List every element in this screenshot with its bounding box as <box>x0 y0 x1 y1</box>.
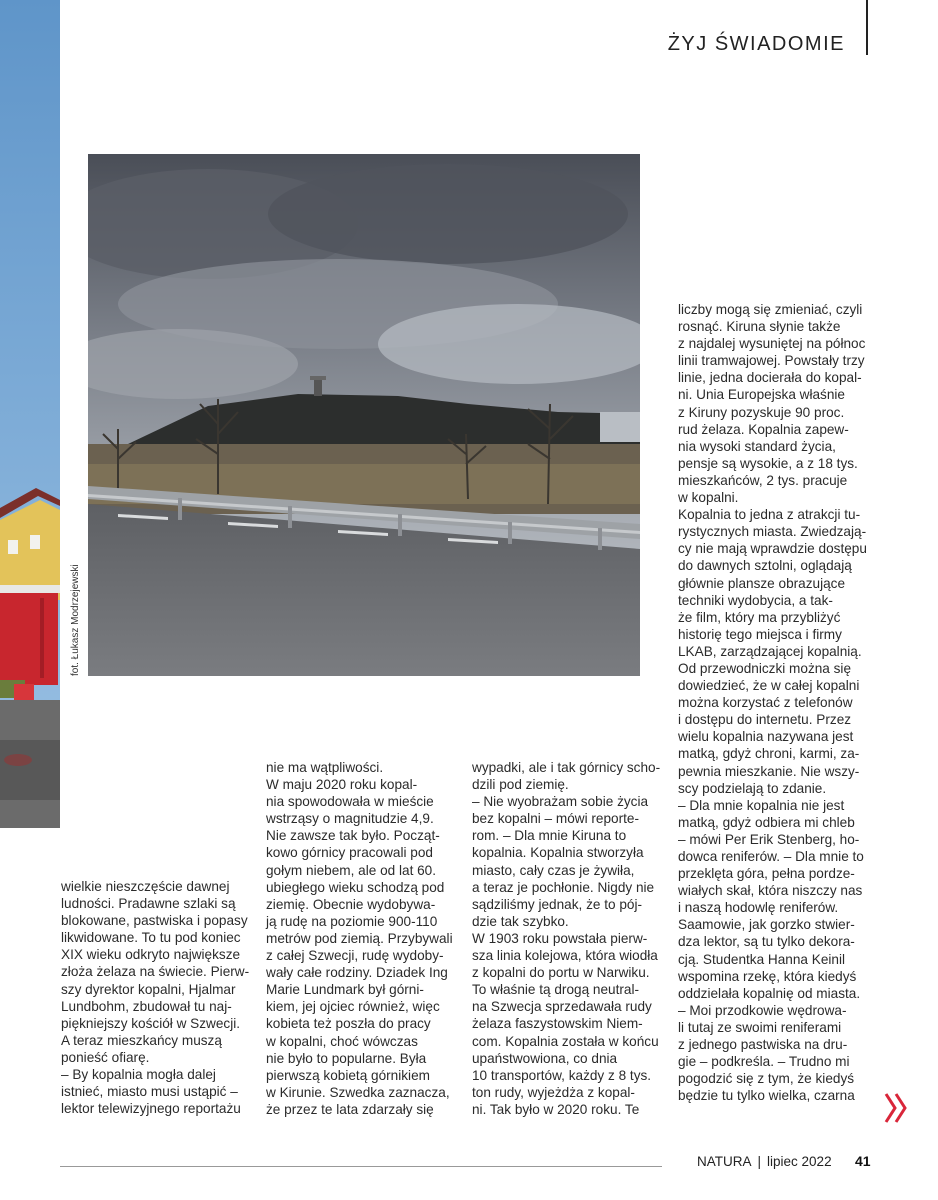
text-line: ludności. Pradawne szlaki są <box>61 896 236 912</box>
page-number: 41 <box>855 1153 871 1169</box>
text-line: w Kirunie. Szwedka zaznacza, <box>266 1084 450 1100</box>
text-line: A teraz mieszkańcy muszą <box>61 1032 222 1048</box>
text-line: miasto, cały czas je żywiła, <box>472 862 635 878</box>
text-line: dowca reniferów. – Dla mnie to <box>678 849 864 864</box>
text-line: dowiedzieć, że w całej kopalni <box>678 678 860 694</box>
text-line: upaństwowiona, co dnia <box>472 1050 618 1066</box>
text-line: com. Kopalnia została w końcu <box>472 1033 659 1049</box>
text-line: wspomina rzekę, która kiedyś <box>678 968 857 984</box>
text-line: wstrząsy o magnitudzie 4,9. <box>266 811 434 827</box>
text-line: – By kopalnia mogła dalej <box>61 1067 216 1083</box>
text-line: W 1903 roku powstała pierw- <box>472 930 648 946</box>
text-column-3 <box>472 759 667 1118</box>
text-line: ni. Unia Europejska właśnie <box>678 387 845 403</box>
text-line: ziemię. Obecnie wydobywa- <box>266 896 436 912</box>
text-line: scy podzielają to zdanie. <box>678 780 827 796</box>
text-line: żelaza faszystowskim Niem- <box>472 1016 643 1032</box>
main-photo-kiruna-mine <box>88 154 640 676</box>
text-line: metrów pod ziemią. Przybywali <box>266 930 453 946</box>
text-line: wielu kopalnia nazywana jest <box>678 729 854 745</box>
text-line: rud żelaza. Kopalnia zapew- <box>678 421 849 437</box>
text-column-2 <box>266 759 461 1118</box>
text-line: li tutaj ze swoimi reniferami <box>678 1019 842 1035</box>
text-line: Saamowie, jak gorzko stwier- <box>678 917 855 933</box>
text-line: blokowane, pastwiska i popasy <box>61 913 248 929</box>
text-line: kowo górnicy pracowali pod <box>266 845 433 861</box>
text-line: XIX wieku odkryto największe <box>61 947 241 963</box>
text-line: liczby mogą się zmieniać, czyli <box>678 302 863 317</box>
text-line: oddzielała kopalnię od miasta. <box>678 985 861 1001</box>
text-line: przeklęta góra, pełna pordze- <box>678 866 855 882</box>
text-line: istnieć, miasto musi ustąpić – <box>61 1084 238 1100</box>
text-line: będzie tu tylko wielka, czarna <box>678 1088 855 1104</box>
issue-date: lipiec 2022 <box>767 1154 832 1169</box>
text-line: pierwszą kobietą górnikiem <box>266 1067 430 1083</box>
text-line: kiem, jej ojciec również, więc <box>266 999 440 1015</box>
text-line: Lundbohm, zbudował tu naj- <box>61 998 232 1014</box>
text-line: – mówi Per Erik Stenberg, ho- <box>678 831 860 847</box>
left-edge-photo <box>0 0 60 828</box>
magazine-name: NATURA <box>697 1154 752 1169</box>
text-line: sądziliśmy jednak, że to pój- <box>472 896 642 912</box>
footer-separator: | <box>757 1154 762 1169</box>
text-line: linie, jedna docierała do kopal- <box>678 370 862 386</box>
text-line: – Nie wyobrażam sobie życia <box>472 794 649 810</box>
text-line: historię tego miejsca i firmy <box>678 626 842 642</box>
text-line: z jednego pastwiska na dru- <box>678 1037 848 1053</box>
text-line: z całej Szwecji, rudę wydoby- <box>266 948 444 964</box>
text-line: że przez te lata zdarzały się <box>266 1101 434 1117</box>
text-line: kopalnia. Kopalnia stworzyła <box>472 845 644 861</box>
text-line: Od przewodniczki można się <box>678 660 852 676</box>
text-line: bez kopalni – mówi reporte- <box>472 811 639 827</box>
text-line: pensje są wysokie, a z 18 tys. <box>678 455 858 471</box>
text-line: linii tramwajowej. Powstały trzy <box>678 353 865 369</box>
text-line: cy nie mają wprawdzie dostępu <box>678 541 867 557</box>
text-line: kobieta też poszła do pracy <box>266 1016 431 1032</box>
text-line: rosnąć. Kiruna słynie także <box>678 319 841 335</box>
text-line: Marie Lundmark był górni- <box>266 982 424 998</box>
text-line: szy dyrektor kopalni, Hjalmar <box>61 981 236 997</box>
text-line: na Szwecja sprzedawała rudy <box>472 999 652 1015</box>
text-line: w kopalni, choć wówczas <box>266 1033 418 1049</box>
double-chevron-right-icon <box>884 1092 908 1124</box>
text-line: z kopalni do portu w Narwiku. <box>472 965 650 981</box>
text-line: likwidowane. To tu pod koniec <box>61 930 241 946</box>
text-line: pogodzić się z tym, że kiedyś <box>678 1071 855 1087</box>
section-title: ŻYJ ŚWIADOMIE <box>667 33 845 55</box>
text-line: nie ma wątpliwości. <box>266 760 384 775</box>
text-line: – Dla mnie kopalnia nie jest <box>678 797 845 813</box>
text-line: ni. Tak było w 2020 roku. Te <box>472 1101 640 1117</box>
text-line: wielkie nieszczęście dawnej <box>61 879 230 894</box>
text-line: rystycznych miasta. Zwiedzają- <box>678 524 867 540</box>
text-line: mieszkańców, 2 tys. pracuje <box>678 472 848 488</box>
text-line: z najdalej wysuniętej na północ <box>678 336 866 352</box>
footer <box>697 1154 832 1169</box>
text-line: ponieść ofiarę. <box>61 1049 150 1065</box>
text-line: rom. – Dla mnie Kiruna to <box>472 828 627 844</box>
text-line: i naszą hodowlę reniferów. <box>678 900 839 916</box>
text-line: dzie tak szybko. <box>472 913 569 929</box>
photo-credit: fot. Łukasz Modrzejewski <box>70 564 81 676</box>
text-line: dza lektor, są tu tylko dekora- <box>678 934 855 950</box>
text-line: dzili pod ziemię. <box>472 777 569 793</box>
text-line: w kopalni. <box>678 490 739 506</box>
text-line: ton rudy, wyjeżdża z kopal- <box>472 1084 635 1100</box>
text-line: LKAB, zarządzającej kopalnią. <box>678 643 862 659</box>
text-line: a teraz je pochłonie. Nigdy nie <box>472 879 655 895</box>
text-line: że film, który ma przybliżyć <box>678 609 841 625</box>
text-line: lektor telewizyjnego reportażu <box>61 1101 241 1117</box>
text-line: techniki wydobycia, a tak- <box>678 592 833 608</box>
text-line: wały całe rodziny. Dziadek Ing <box>266 965 448 981</box>
text-line: pewnia mieszkanie. Nie wszy- <box>678 763 860 779</box>
text-line: gie – podkreśla. – Trudno mi <box>678 1054 850 1070</box>
text-line: z Kiruny pozyskuje 90 proc. <box>678 404 845 420</box>
text-line: złoża żelaza na świecie. Pierw- <box>61 964 250 980</box>
text-line: sza linia kolejowa, która wiodła <box>472 948 658 964</box>
text-line: Nie zawsze tak było. Począt- <box>266 828 440 844</box>
text-column-4 <box>678 301 873 1104</box>
text-line: cją. Studentka Hanna Keinil <box>678 951 846 967</box>
text-line: nia wysoki standard życia, <box>678 438 836 454</box>
text-line: nia spowodowała w mieście <box>266 794 434 810</box>
text-line: do dawnych sztolni, oglądają <box>678 558 852 574</box>
text-line: Kopalnia to jedna z atrakcji tu- <box>678 507 861 523</box>
text-column-1 <box>61 878 256 1117</box>
text-line: piękniejszy kościół w Szwecji. <box>61 1015 241 1031</box>
footer-divider <box>60 1166 662 1167</box>
text-line: wypadki, ale i tak górnicy scho- <box>472 760 661 775</box>
text-line: matką, gdyż chroni, karmi, za- <box>678 746 860 762</box>
text-line: można korzystać z telefonów <box>678 695 853 711</box>
text-line: nie było to popularne. Była <box>266 1050 427 1066</box>
text-line: To właśnie tą drogą neutral- <box>472 982 639 998</box>
text-line: ubiegłego wieku schodzą pod <box>266 879 445 895</box>
text-line: – Moi przodkowie wędrowa- <box>678 1002 847 1018</box>
text-line: wiałych skał, która niszczy nas <box>678 883 863 899</box>
text-line: ją rudę na poziomie 900-110 <box>266 913 438 929</box>
text-line: 10 transportów, każdy z 8 tys. <box>472 1067 652 1083</box>
text-line: głównie plansze obrazujące <box>678 575 846 591</box>
text-line: i dostępu do internetu. Przez <box>678 712 852 728</box>
text-line: gołym niebem, ale od lat 60. <box>266 862 437 878</box>
text-line: W maju 2020 roku kopal- <box>266 777 418 793</box>
text-line: matką, gdyż odbiera mi chleb <box>678 814 855 830</box>
header-divider <box>866 0 868 55</box>
